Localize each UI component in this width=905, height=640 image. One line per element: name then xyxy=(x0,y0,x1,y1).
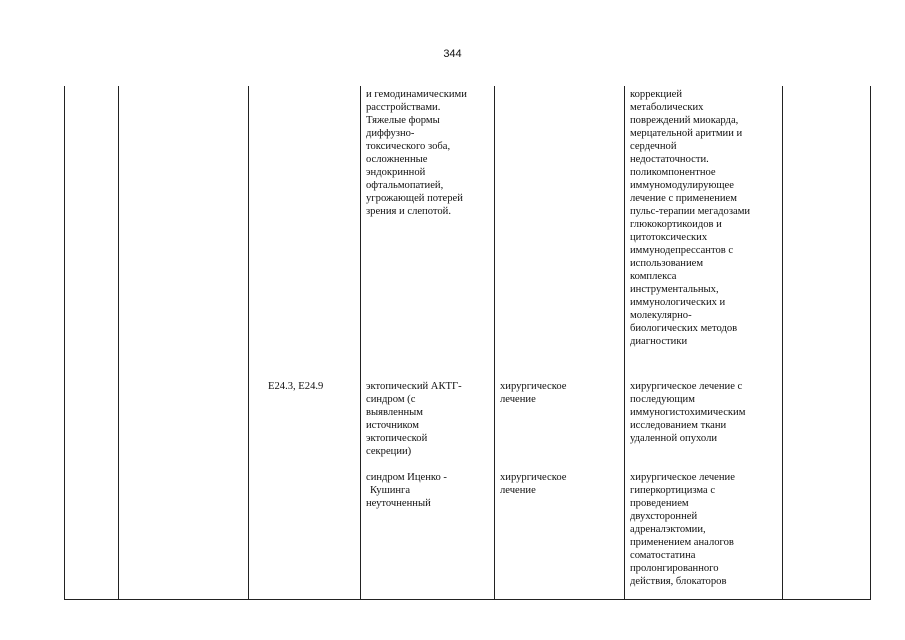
text-line: последующим xyxy=(630,394,695,405)
column-divider-3 xyxy=(360,86,361,599)
text-line: глюкокортикоидов и xyxy=(630,219,722,230)
text-line: неуточненный xyxy=(366,498,431,509)
text-line: двухсторонней xyxy=(630,511,698,522)
text-line: адреналэктомии, xyxy=(630,524,706,535)
row2-treatment-cell xyxy=(500,380,566,406)
text-line: хирургическое xyxy=(500,472,567,483)
column-divider-1 xyxy=(118,86,119,599)
text-line: хирургическое лечение с xyxy=(630,381,743,392)
text-line: сердечной xyxy=(630,141,677,152)
text-line: хирургическое лечение xyxy=(630,472,735,483)
text-line: осложненные xyxy=(366,154,428,165)
text-line: хирургическое xyxy=(500,381,567,392)
text-line: пульс-терапии мегадозами xyxy=(630,206,751,217)
text-line: инструментальных, xyxy=(630,284,719,295)
text-line: иммуногистохимическим xyxy=(630,407,746,418)
row2-code-cell xyxy=(268,380,323,393)
text-line: секреции) xyxy=(366,446,412,457)
row3-treatment-cell xyxy=(500,471,566,497)
text-line: соматостатина xyxy=(630,550,696,561)
text-line: эктопической xyxy=(366,433,428,444)
text-line: применением аналогов xyxy=(630,537,734,548)
text-line: токсического зоба, xyxy=(366,141,451,152)
text-line: диффузно- xyxy=(366,128,415,139)
text-line: комплекса xyxy=(630,271,677,282)
text-line: повреждений миокарда, xyxy=(630,115,739,126)
column-divider-2 xyxy=(248,86,249,599)
text-line: эндокринной xyxy=(366,167,426,178)
text-line: недостаточности. xyxy=(630,154,709,165)
text-line: исследованием ткани xyxy=(630,420,727,431)
text-line: офтальмопатией, xyxy=(366,180,444,191)
text-line: источником xyxy=(366,420,419,431)
table-border-right xyxy=(870,86,871,599)
table-border-left xyxy=(64,86,65,599)
row1-method-cell xyxy=(630,88,750,348)
text-line: расстройствами. xyxy=(366,102,441,113)
text-line: лечение xyxy=(500,394,536,405)
row1-model-cell xyxy=(366,88,467,218)
text-line: биологических методов xyxy=(630,323,738,334)
text-line: иммунологических и xyxy=(630,297,726,308)
text-line: действия, блокаторов xyxy=(630,576,727,587)
text-line: пролонгированного xyxy=(630,563,719,574)
table-bottom-border xyxy=(64,599,871,600)
text-line: иммуномодулирующее xyxy=(630,180,734,191)
text-line: угрожающей потерей xyxy=(366,193,463,204)
column-divider-6 xyxy=(782,86,783,599)
text-line: проведением xyxy=(630,498,689,509)
text-line: синдром (с xyxy=(366,394,416,405)
text-line: иммунодепрессантов с xyxy=(630,245,734,256)
column-divider-5 xyxy=(624,86,625,599)
text-line: коррекцией xyxy=(630,89,683,100)
text-line: зрения и слепотой. xyxy=(366,206,451,217)
text-line: лечение с применением xyxy=(630,193,737,204)
text-line: метаболических xyxy=(630,102,704,113)
text-line: мерцательной аритмии и xyxy=(630,128,743,139)
row3-model-cell xyxy=(366,471,447,510)
text-line: диагностики xyxy=(630,336,688,347)
text-line: использованием xyxy=(630,258,704,269)
text-line: удаленной опухоли xyxy=(630,433,718,444)
diagnosis-code: E24.3, E24.9 xyxy=(268,381,324,392)
text-line: лечение xyxy=(500,485,536,496)
text-line: эктопический АКТГ- xyxy=(366,381,462,392)
text-line: Кушинга xyxy=(370,485,411,496)
text-line: и гемодинамическими xyxy=(366,89,467,100)
row3-method-cell xyxy=(630,471,735,588)
text-line: синдром Иценко - xyxy=(366,472,447,483)
page-number: 344 xyxy=(443,48,462,60)
row2-model-cell xyxy=(366,380,462,458)
column-divider-4 xyxy=(494,86,495,599)
text-line: молекулярно- xyxy=(630,310,692,321)
text-line: Тяжелые формы xyxy=(366,115,440,126)
text-line: цитотоксических xyxy=(630,232,708,243)
row2-method-cell xyxy=(630,380,745,445)
text-line: выявленным xyxy=(366,407,424,418)
text-line: гиперкортицизма с xyxy=(630,485,716,496)
text-line: поликомпонентное xyxy=(630,167,716,178)
